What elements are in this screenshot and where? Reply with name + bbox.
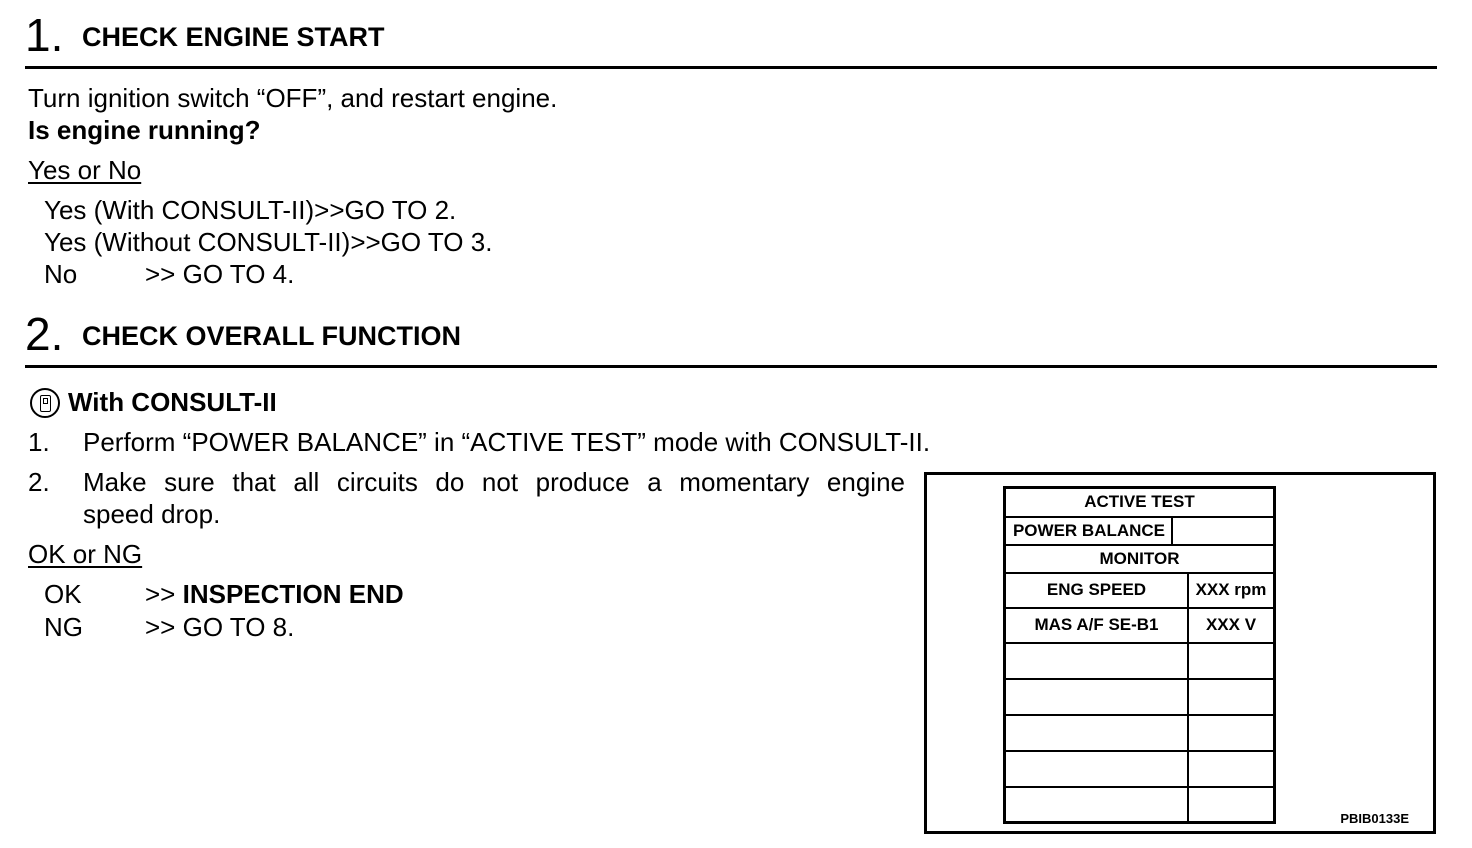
monitor-value-mas-af: XXX V — [1205, 615, 1257, 634]
result-yes-with-consult: Yes (With CONSULT-II)>>GO TO 2. — [44, 195, 457, 225]
item-2-text-line1: Make sure that all circuits do not produce a momentary engine — [83, 467, 905, 497]
screen-monitor: MONITOR — [1099, 549, 1180, 568]
item-1-text: Perform “POWER BALANCE” in “ACTIVE TEST” mode with CONSULT-II. — [83, 427, 931, 457]
step-1-answer-heading: Yes or No — [28, 155, 142, 185]
result-ok-action: >> INSPECTION END — [145, 579, 404, 609]
consult-screen-figure — [924, 472, 1436, 834]
step-1-divider — [25, 66, 1437, 69]
step-2-number: 2. — [25, 308, 64, 360]
item-2-text-line2: speed drop. — [83, 499, 221, 529]
step-2-answer-heading: OK or NG — [28, 539, 143, 569]
result-ng-action: >> GO TO 8. — [145, 612, 295, 642]
active-test-screen — [1003, 486, 1276, 824]
result-ng-label: NG — [44, 612, 83, 642]
item-2-number: 2. — [28, 467, 50, 497]
step-1-number: 1. — [25, 9, 64, 61]
item-1-number: 1. — [28, 427, 50, 457]
step-2-divider — [25, 365, 1437, 368]
step-2-title: CHECK OVERALL FUNCTION — [82, 321, 462, 351]
screen-test-name: POWER BALANCE — [1012, 521, 1166, 540]
monitor-item-eng-speed: ENG SPEED — [1046, 580, 1147, 599]
monitor-value-eng-speed: XXX rpm — [1195, 580, 1267, 599]
step-1-question: Is engine running? — [28, 115, 261, 145]
step-1-instruction: Turn ignition switch “OFF”, and restart engine. — [28, 83, 558, 113]
monitor-item-mas-af: MAS A/F SE-B1 — [1034, 615, 1159, 634]
screen-header: ACTIVE TEST — [1084, 492, 1195, 511]
step-1-title: CHECK ENGINE START — [82, 22, 385, 52]
mode-label: With CONSULT-II — [68, 387, 277, 417]
result-ok-label: OK — [44, 579, 82, 609]
result-no-action: >> GO TO 4. — [145, 259, 295, 289]
figure-id: PBIB0133E — [1340, 811, 1409, 826]
result-yes-without-consult: Yes (Without CONSULT-II)>>GO TO 3. — [44, 227, 493, 257]
consult-icon — [30, 388, 60, 418]
result-no: No — [44, 259, 78, 289]
